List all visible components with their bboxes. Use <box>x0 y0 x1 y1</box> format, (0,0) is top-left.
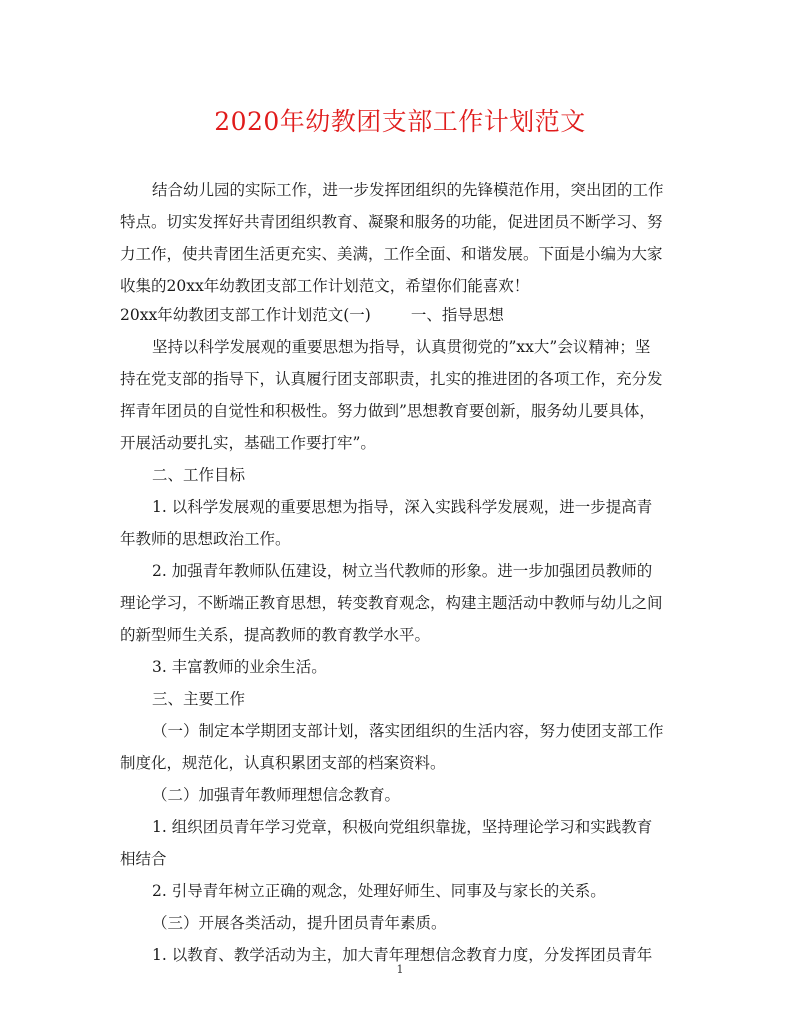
paragraph-line: （二）加强青年教师理想信念教育。 <box>152 786 401 804</box>
paragraph-line: 1. 以教育、教学活动为主，加大青年理想信念教育力度，分发挥团员青年 <box>152 946 653 964</box>
paragraph-line: 开展活动要扎实，基础工作要打牢”。 <box>120 434 376 452</box>
paragraph-line: 相结合 <box>120 850 167 868</box>
paragraph-line: 2. 引导青年树立正确的观念，处理好师生、同事及与家长的关系。 <box>152 882 606 900</box>
paragraph-line: （三）开展各类活动，提升团员青年素质。 <box>152 914 447 932</box>
section-heading: 三、主要工作 <box>152 690 246 708</box>
section-line <box>120 305 700 325</box>
section-heading: 二、工作目标 <box>152 466 246 484</box>
paragraph-line: 的新型师生关系，提高教师的教育教学水平。 <box>120 626 431 644</box>
paragraph-line: 坚持以科学发展观的重要思想为指导，认真贯彻党的”xx大”会议精神；坚 <box>152 338 651 356</box>
paragraph-line: 持在党支部的指导下，认真履行团支部职责，扎实的推进团的各项工作，充分发 <box>120 370 663 388</box>
paragraph-line: 力工作，使共青团生活更充实、美满，工作全面、和谐发展。下面是小编为大家 <box>120 245 663 263</box>
document-title: 2020年幼教团支部工作计划范文 <box>214 107 586 136</box>
paragraph-line: 1. 以科学发展观的重要思想为指导，深入实践科学发展观，进一步提高青 <box>152 498 653 516</box>
heading-text: 一、指导思想 <box>410 306 504 324</box>
paragraph-line: 特点。切实发挥好共青团组织教育、凝聚和服务的功能，促进团员不断学习、努 <box>120 213 663 231</box>
paragraph-line: 挥青年团员的自觉性和积极性。努力做到”思想教育要创新，服务幼儿要具体， <box>120 402 655 420</box>
paragraph-line: 2. 加强青年教师队伍建设，树立当代教师的形象。进一步加强团员教师的 <box>152 562 653 580</box>
paragraph-line: 年教师的思想政治工作。 <box>120 530 291 548</box>
paragraph-line: 制度化，规范化，认真积累团支部的档案资料。 <box>120 754 446 772</box>
subtitle-text: 20xx年幼教团支部工作计划范文(一) <box>120 306 371 324</box>
paragraph-line: 结合幼儿园的实际工作，进一步发挥团组织的先锋模范作用，突出团的工作 <box>152 181 664 199</box>
paragraph-line: 1. 组织团员青年学习党章，积极向党组织靠拢，坚持理论学习和实践教育 <box>152 818 653 836</box>
paragraph-line: 理论学习，不断端正教育思想，转变教育观念，构建主题活动中教师与幼儿之间 <box>120 594 663 612</box>
paragraph-line: 收集的20xx年幼教团支部工作计划范文，希望你们能喜欢！ <box>120 277 530 295</box>
paragraph-line: 3. 丰富教师的业余生活。 <box>152 658 327 676</box>
page-number: 1 <box>396 963 404 976</box>
paragraph-line: （一）制定本学期团支部计划，落实团组织的生活内容，努力使团支部工作 <box>152 722 664 740</box>
